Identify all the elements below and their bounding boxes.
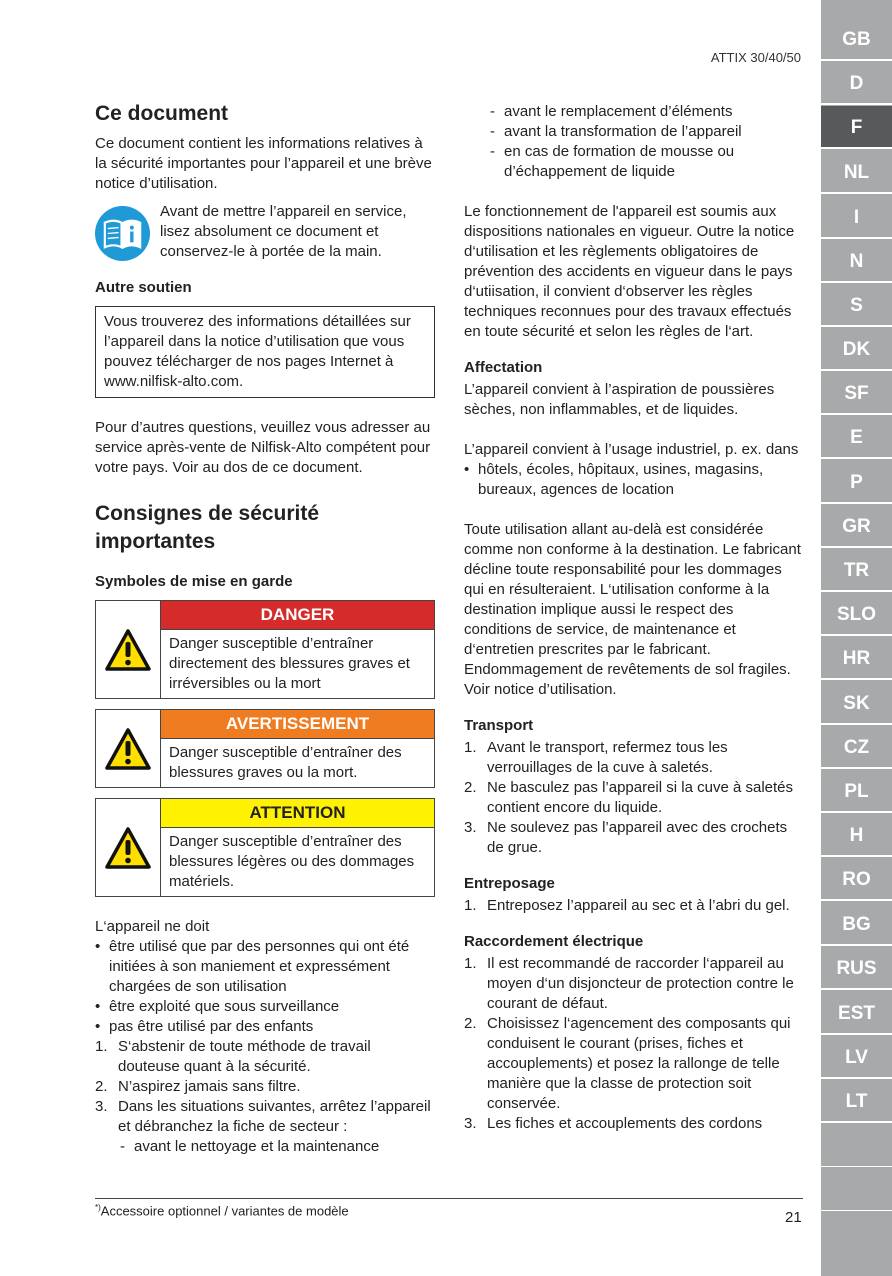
numbered-step — [464, 896, 804, 916]
intro-paragraph: Ce document contient les informations relatives à la sécurité importantes pour l’appareil et une brève notice d’utilisation. — [95, 135, 432, 192]
footnote-text: Accessoire optionnel / variantes de modèle — [100, 1203, 349, 1219]
operation-paragraph: Le fonctionnement de l'appareil est soumis aux dispositions nationales en vigueur. Outre la notice d‘utilisation et les règlements obligatoires de prévention des accidents en vigueur dans le pays d‘utiisation, il convient d‘observer les règles techniques reconnues pour des travaux effectués en toute sécurité et selon les règles de l‘art. — [464, 203, 795, 340]
list-item: - avant le remplacement d’éléments — [464, 102, 804, 122]
language-tab-nl[interactable]: NL — [821, 151, 892, 194]
warning-title: ATTENTION — [161, 799, 434, 828]
step-number: 2. — [464, 779, 477, 796]
section-title-document: Ce document — [95, 102, 229, 125]
language-tab-est[interactable]: EST — [821, 992, 892, 1035]
page-number: 21 — [785, 1209, 802, 1226]
step-text: Avant le transport, refermez tous les verrouillages de la cuve à saletés. — [487, 739, 728, 776]
language-tab-dk[interactable]: DK — [821, 328, 892, 371]
language-tab-f[interactable]: F — [821, 106, 892, 149]
list-item: - avant le nettoyage et la maintenance — [118, 1137, 435, 1157]
language-tab-rus[interactable]: RUS — [821, 947, 892, 990]
language-tab-gr[interactable]: GR — [821, 505, 892, 548]
numbered-step — [464, 818, 804, 858]
affectation-list — [464, 460, 804, 500]
support-heading: Autre soutien — [95, 279, 192, 296]
numbered-step — [95, 1037, 435, 1077]
warning-symbols — [95, 600, 435, 897]
shutdown-situations-list — [464, 102, 804, 182]
read-manual-notice — [95, 202, 435, 262]
warning-triangle-icon — [96, 601, 161, 698]
step-number: 2. — [464, 1015, 477, 1032]
step-text: Dans les situations suivantes, arrêtez l’appareil et débranchez la fiche de secteur : — [118, 1098, 431, 1135]
step-text: N’aspirez jamais sans filtre. — [118, 1078, 301, 1095]
warning-triangle-icon — [96, 799, 161, 896]
step-text: Entreposez l’appareil au sec et à l’abri du gel. — [487, 897, 790, 914]
read-manual-text: Avant de mettre l’appareil en service, lisez absolument ce document et conservez-le à portée de la main. — [160, 203, 407, 260]
affectation-paragraph-3: Toute utilisation allant au-delà est considérée comme non conforme à la destination. Le fabricant décline toute responsabilité pour les dommages qui en résulteraient. L‘utilisation conforme à la destination implique aussi le respect des conditions de service, de maintenance et d‘entretien prescrites par le fabricant. Endommagement de revêtements de sol fragiles. Voir notice d’utilisation. — [464, 521, 801, 698]
language-tab-n[interactable]: N — [821, 240, 892, 283]
warning-title: DANGER — [161, 601, 434, 630]
language-tab-empty — [821, 1168, 892, 1211]
language-tab-tr[interactable]: TR — [821, 549, 892, 592]
step-text: Choisissez l‘agencement des composants qui conduisent le courant (prises, fiches et accouplements) et posez la rallonge de telle manière que la classe de protection soit conservée. — [487, 1015, 791, 1112]
language-tab-empty — [821, 1124, 892, 1167]
language-tab-sk[interactable]: SK — [821, 682, 892, 725]
numbered-step — [464, 954, 804, 1014]
language-tab-i[interactable]: I — [821, 196, 892, 239]
storage-heading: Entreposage — [464, 875, 555, 892]
language-tab-d[interactable]: D — [821, 62, 892, 105]
step-text: Ne soulevez pas l’appareil avec des crochets de grue. — [487, 819, 788, 856]
affectation-paragraph-2: L’appareil convient à l’usage industriel, p. ex. dans — [464, 441, 799, 458]
document-model-header: ATTIX 30/40/50 — [710, 50, 801, 65]
language-tab-p[interactable]: P — [821, 461, 892, 504]
numbered-step — [95, 1097, 435, 1157]
step-number: 3. — [95, 1098, 108, 1115]
usage-restrictions-list — [95, 937, 435, 1037]
warning-box-danger — [95, 600, 435, 699]
language-tab-e[interactable]: E — [821, 416, 892, 459]
language-tab-gb[interactable]: GB — [821, 18, 892, 61]
warning-triangle-icon — [96, 710, 161, 787]
warning-box-attention — [95, 798, 435, 897]
must-not-intro: L‘appareil ne doit — [95, 918, 210, 935]
symbols-heading: Symboles de mise en garde — [95, 573, 293, 590]
language-tab-lv[interactable]: LV — [821, 1036, 892, 1079]
numbered-step — [464, 1014, 804, 1114]
section-title-safety: Consignes de sécurité importantes — [95, 502, 320, 553]
step-text: Les fiches et accouplements des cordons — [487, 1115, 763, 1132]
language-tab-sf[interactable]: SF — [821, 372, 892, 415]
warning-text: Danger susceptible d’entraîner des blessures légères ou des dommages matériels. — [169, 833, 415, 890]
step-text: Il est recommandé de raccorder l‘appareil au moyen d‘un disjoncteur de protection contre le courant de défaut. — [487, 955, 794, 1012]
affectation-paragraph-1: L’appareil convient à l’aspiration de poussières sèches, non inflammables, et de liquides. — [464, 381, 775, 418]
warning-box-avertissement — [95, 709, 435, 788]
left-column — [95, 100, 435, 1157]
list-item: • être utilisé que par des personnes qui ont été initiées à son maniement et expressément chargées de son utilisation — [95, 937, 435, 997]
list-item: • être exploité que sous surveillance — [95, 997, 435, 1017]
step-number: 1. — [95, 1038, 108, 1055]
right-column — [464, 100, 804, 1134]
footer-divider — [95, 1198, 803, 1199]
footnote-mark: *) — [95, 1203, 101, 1212]
electric-steps-list — [464, 954, 804, 1134]
affectation-heading: Affectation — [464, 359, 543, 376]
warning-text: Danger susceptible d’entraîner des blessures graves ou la mort. — [169, 744, 402, 781]
warning-text: Danger susceptible d’entraîner directement des blessures graves et irréversibles ou la mort — [169, 635, 410, 692]
step-number: 2. — [95, 1078, 108, 1095]
read-manual-icon — [95, 206, 150, 261]
step-number: 1. — [464, 955, 477, 972]
list-item: • hôtels, écoles, hôpitaux, usines, magasins, bureaux, agences de location — [464, 460, 804, 500]
electric-heading: Raccordement électrique — [464, 933, 644, 950]
numbered-step — [464, 778, 804, 818]
language-tab-ro[interactable]: RO — [821, 858, 892, 901]
language-tab-s[interactable]: S — [821, 284, 892, 327]
questions-paragraph: Pour d’autres questions, veuillez vous adresser au service après-vente de Nilfisk-Alto compétent pour votre pays. Voir au dos de ce document. — [95, 419, 431, 476]
transport-heading: Transport — [464, 717, 534, 734]
step3-sublist — [118, 1137, 435, 1157]
language-tab-h[interactable]: H — [821, 814, 892, 857]
language-tab-pl[interactable]: PL — [821, 770, 892, 813]
list-item: - avant la transformation de l’appareil — [464, 122, 804, 142]
step-number: 3. — [464, 819, 477, 836]
warning-title: AVERTISSEMENT — [161, 710, 434, 739]
language-tab-hr[interactable]: HR — [821, 637, 892, 680]
step-text: Ne basculez pas l’appareil si la cuve à saletés contient encore du liquide. — [487, 779, 793, 816]
language-tab-slo[interactable]: SLO — [821, 593, 892, 636]
step-number: 1. — [464, 897, 477, 914]
safety-steps-list — [95, 1037, 435, 1157]
footnote — [95, 1203, 349, 1218]
numbered-step — [464, 1114, 804, 1134]
storage-steps-list — [464, 896, 804, 916]
numbered-step — [95, 1077, 435, 1097]
language-sidebar — [821, 0, 892, 1276]
language-tab-lt[interactable]: LT — [821, 1080, 892, 1123]
language-tab-bg[interactable]: BG — [821, 903, 892, 946]
transport-steps-list — [464, 738, 804, 858]
list-item: • pas être utilisé par des enfants — [95, 1017, 435, 1037]
step-text: S‘abstenir de toute méthode de travail douteuse quant à la sécurité. — [118, 1038, 371, 1075]
list-item: - en cas de formation de mousse ou d’échappement de liquide — [464, 142, 804, 182]
step-number: 1. — [464, 739, 477, 756]
numbered-step — [464, 738, 804, 778]
language-tab-cz[interactable]: CZ — [821, 726, 892, 769]
step-number: 3. — [464, 1115, 477, 1132]
support-box: Vous trouverez des informations détaillées sur l’appareil dans la notice d’utilisation que vous pouvez télécharger de nos pages Internet à www.nilfisk-alto.com. — [95, 306, 435, 398]
